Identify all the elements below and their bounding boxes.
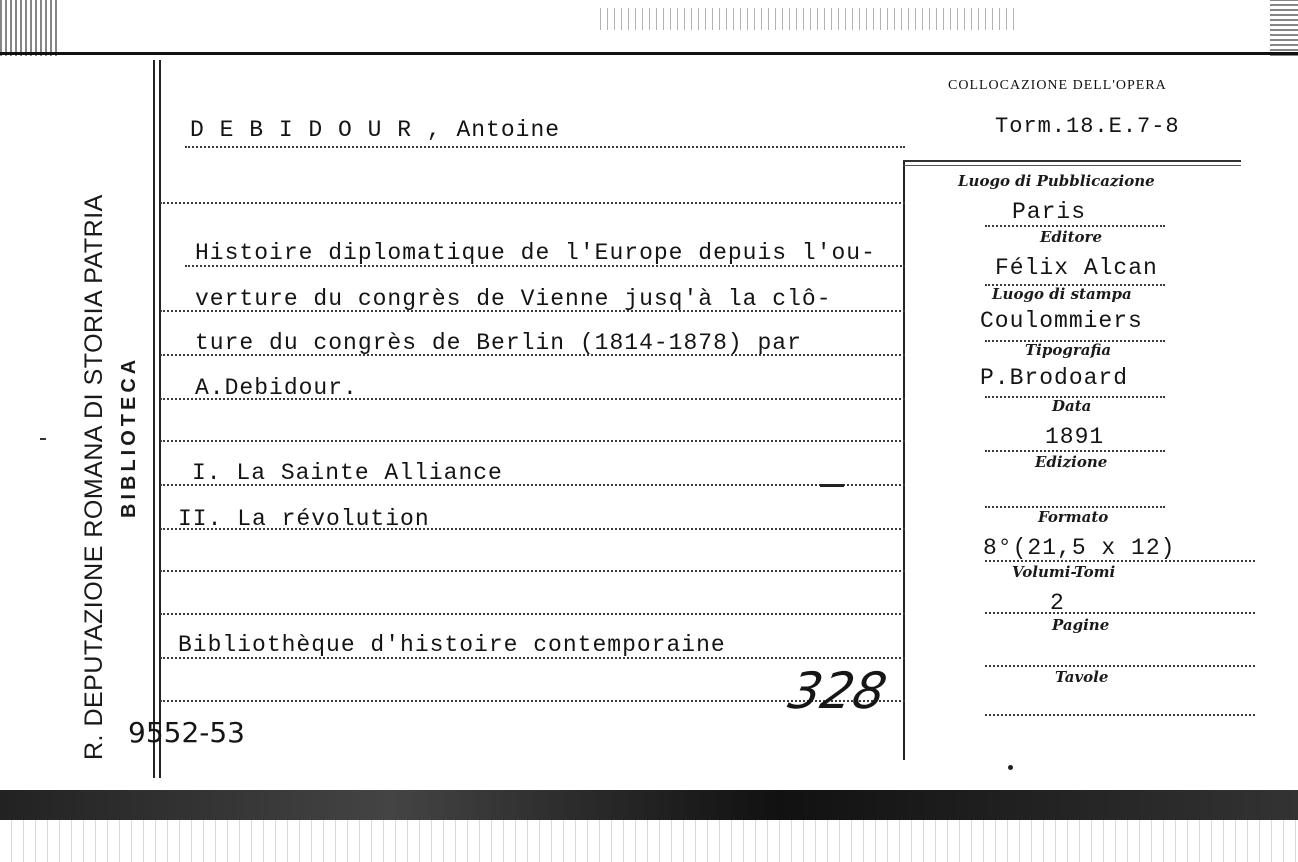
label-pagine: Pagine	[1052, 616, 1110, 634]
label-tipografia: Tipografia	[1025, 341, 1112, 359]
title-line-4: A.Debidour.	[195, 375, 358, 401]
label-edizione: Edizione	[1035, 453, 1108, 471]
left-margin-rule-2	[159, 60, 161, 778]
value-editore: Félix Alcan	[995, 255, 1158, 281]
rule-line	[160, 440, 905, 442]
title-line-1: Histoire diplomatique de l'Europe depuis l'ou-	[195, 240, 876, 266]
volume-1: I. La Sainte Alliance	[192, 460, 503, 486]
ink-speck	[1008, 765, 1013, 770]
author-name: D E B I D O U R , Antoine	[190, 117, 561, 143]
title-line-2: verture du congrès de Vienne jusq'à la clô-	[195, 286, 832, 312]
institution-vertical: R. DEPUTAZIONE ROMANA DI STORIA PATRIA	[80, 194, 108, 760]
value-luogo-stampa: Coulommiers	[980, 308, 1143, 334]
value-luogo-pubblicazione: Paris	[1012, 199, 1087, 225]
handwritten-number: 328	[783, 662, 892, 720]
top-border	[0, 52, 1298, 55]
top-scan-edge	[0, 0, 1298, 56]
collocation-value: Torm.18.E.7-8	[995, 114, 1180, 139]
label-editore: Editore	[1040, 228, 1102, 246]
inventory-number: 9552-53	[128, 716, 245, 749]
rule-line	[160, 202, 905, 204]
field-line	[985, 714, 1255, 716]
label-luogo-pubblicazione: Luogo di Pubblicazione	[958, 172, 1155, 190]
bottom-scan-speckle	[0, 820, 1298, 862]
field-line	[985, 225, 1165, 227]
rule-line	[185, 146, 905, 148]
field-line	[985, 450, 1165, 452]
right-panel-top-rule	[903, 160, 1241, 162]
collocation-header: COLLOCAZIONE DELL'OPERA	[948, 78, 1167, 93]
right-panel-rule	[903, 160, 905, 760]
library-vertical: BIBLIOTECA	[118, 355, 140, 518]
label-volumi-tomi: Volumi-Tomi	[1012, 563, 1116, 581]
field-line	[985, 612, 1255, 614]
series-title: Bibliothèque d'histoire contemporaine	[178, 632, 726, 658]
value-tipografia: P.Brodoard	[980, 365, 1129, 391]
right-panel-top-rule-2	[903, 165, 1241, 166]
label-formato: Formato	[1038, 508, 1109, 526]
ink-speck	[820, 484, 844, 487]
label-luogo-stampa: Luogo di stampa	[992, 285, 1132, 303]
left-margin-rule	[153, 60, 155, 778]
value-volumi-tomi: 2	[1050, 590, 1065, 616]
rule-line	[160, 613, 905, 615]
label-tavole: Tavole	[1055, 668, 1109, 686]
field-line	[985, 665, 1255, 667]
value-formato: 8°(21,5 x 12)	[983, 535, 1176, 561]
bottom-scan-edge	[0, 790, 1298, 820]
volume-2: II. La révolution	[178, 506, 430, 532]
rule-line	[160, 570, 905, 572]
ink-speck	[40, 438, 46, 440]
value-data: 1891	[1045, 424, 1105, 450]
title-line-3: ture du congrès de Berlin (1814-1878) par	[195, 330, 802, 356]
label-data: Data	[1052, 397, 1092, 415]
